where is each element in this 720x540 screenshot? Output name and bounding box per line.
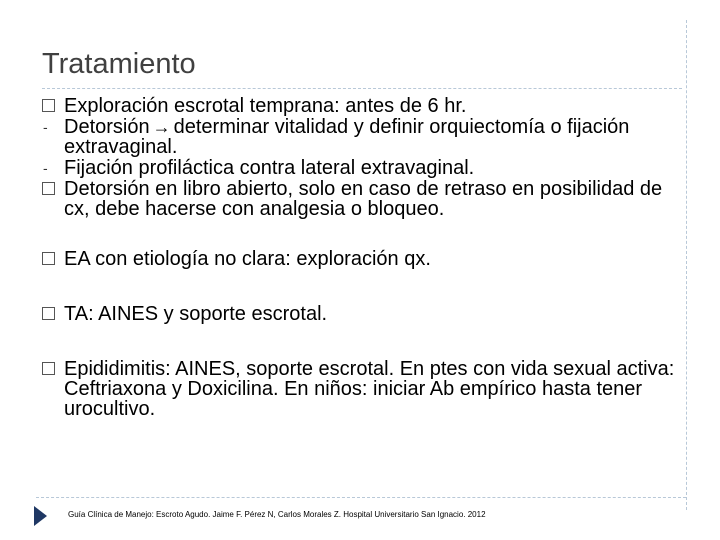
list-item: [42, 96, 682, 116]
slide-title: Tratamiento: [42, 48, 196, 80]
item-text: TA: AINES y soporte escrotal.: [64, 303, 328, 325]
arrow-right-icon: →: [152, 117, 171, 137]
item-text: Detorsión: [64, 116, 150, 138]
right-border-line: [686, 20, 687, 510]
footer-divider: [36, 497, 686, 498]
item-text: determinar vitalidad y definir orquiectomía o fijación extravaginal.: [64, 116, 630, 158]
square-bullet-icon: [42, 362, 55, 375]
list-item: [42, 249, 682, 269]
list-item: [42, 179, 682, 219]
list-item: [42, 158, 682, 178]
item-text: Detorsión en libro abierto, solo en caso de retraso en posibilidad de cx, debe hacerse con analgesia o bloqueo.: [64, 178, 663, 220]
item-text: Epididimitis: AINES, soporte escrotal. En ptes con vida sexual activa: Ceftriaxona y Doxicilina. En niños: iniciar Ab empírico hasta tener urocultivo.: [64, 358, 675, 420]
play-arrow-icon: [34, 506, 47, 526]
list-item: [42, 304, 682, 324]
footer-citation: Guía Clínica de Manejo: Escroto Agudo. Jaime F. Pérez N, Carlos Morales Z. Hospital Universitario San Ignacio. 2012: [68, 510, 486, 519]
slide-body: [42, 96, 682, 419]
title-divider: [42, 88, 682, 89]
square-bullet-icon: [42, 182, 55, 195]
item-text: EA con etiología no clara: exploración qx.: [64, 248, 431, 270]
item-text: Fijación profiláctica contra lateral extravaginal.: [64, 157, 475, 179]
list-item: [42, 359, 682, 419]
dash-bullet-icon: -: [43, 160, 48, 176]
square-bullet-icon: [42, 99, 55, 112]
item-text: Exploración escrotal temprana: antes de 6 hr.: [64, 95, 467, 117]
square-bullet-icon: [42, 307, 55, 320]
dash-bullet-icon: -: [43, 119, 48, 135]
list-item: [42, 117, 682, 157]
square-bullet-icon: [42, 252, 55, 265]
